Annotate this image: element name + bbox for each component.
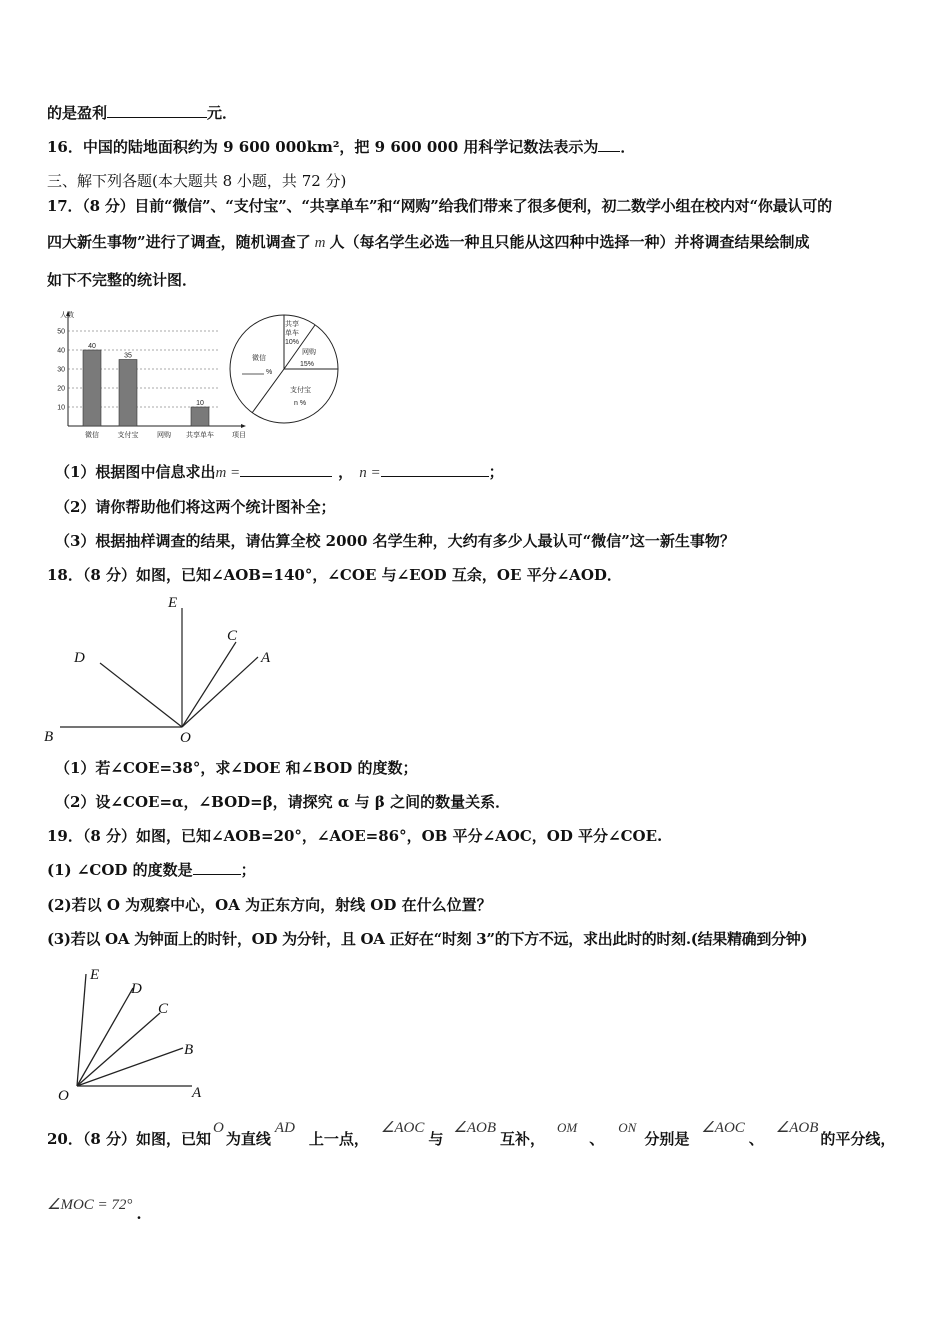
y-tick-label: 40 <box>57 347 65 355</box>
x-tick-label: 网购 <box>157 432 171 439</box>
x-tick-label: 支付宝 <box>117 432 139 439</box>
var-n-eq: n = <box>359 465 381 481</box>
q20-line1 <box>47 1122 895 1156</box>
answer-blank <box>193 860 241 875</box>
q20-text-i: 的平分线， <box>820 1130 896 1148</box>
grid-lines <box>57 329 218 412</box>
q20-text-e: 互补， <box>500 1130 546 1148</box>
label-O: O <box>180 730 191 746</box>
y-tick-label: 10 <box>57 404 65 412</box>
q17-p1-sep: ， <box>338 463 354 481</box>
q20-text-d: 与 <box>428 1130 444 1148</box>
q17-p1-end: ； <box>488 463 504 481</box>
bar <box>191 407 209 426</box>
q18-part2: （2）设∠COE=α，∠BOD=β，请探究 α 与 β 之间的数量关系． <box>55 793 511 811</box>
var-m-eq: m = <box>215 465 241 481</box>
q19-part3: (3)若以 OA 为钟面上的时针，OD 为分针，且 OA 正好在“时刻 3”的下方不远，求出此时的时刻.(结果精确到分钟) <box>47 930 808 948</box>
q17-part3: （3）根据抽样调查的结果，请估算全校 2000 名学生种，大约有多少人最认可“微信”这一新生事物？ <box>55 532 735 550</box>
label-B: B <box>44 729 54 745</box>
pie-pct-share: 10% <box>285 339 300 346</box>
pie-label-share-2: 单车 <box>285 330 299 337</box>
q19-p1-text: (1) ∠COD 的度数是 <box>47 861 193 879</box>
ray-OE <box>77 974 86 1086</box>
q17-part2: （2）请你帮助他们将这两个统计图补全； <box>55 498 336 516</box>
label-C: C <box>158 1001 169 1017</box>
q17-line2-b: 人（每名学生必选一种且只能从这四种中选择一种）并将调查结果绘制成 <box>329 233 810 251</box>
q19-part2: (2)若以 O 为观察中心，OA 为正东方向，射线 OD 在什么位置？ <box>47 896 492 914</box>
answer-blank <box>598 137 620 152</box>
label-E: E <box>168 595 178 611</box>
pie-pct-alipay: n % <box>294 400 307 407</box>
q17-line2-a: 四大新生事物”进行了调查，随机调查了 <box>47 233 311 251</box>
pie-label-wechat: 微信 <box>252 355 266 362</box>
ray-OD <box>77 988 133 1086</box>
pie-label-alipay: 支付宝 <box>290 387 311 394</box>
var-AD: AD <box>274 1120 295 1136</box>
x-axis-label: 项目 <box>232 432 246 439</box>
answer-blank-n <box>381 462 489 477</box>
q15-text: 的是盈利 <box>47 104 108 122</box>
q20-line2 <box>47 1194 142 1223</box>
label-A: A <box>261 650 271 666</box>
bars <box>83 343 214 439</box>
label-O: O <box>58 1088 69 1104</box>
var-angle-AOB-2: ∠AOB <box>775 1120 819 1136</box>
q17-part1 <box>55 462 504 483</box>
y-axis-label: 人数 <box>60 312 74 319</box>
q20-text-a: 20．（8 分）如图，已知 <box>47 1130 212 1148</box>
q20-text-h: 、 <box>748 1130 764 1148</box>
q20-text-b: 为直线 <box>225 1130 271 1148</box>
x-tick-label: 微信 <box>85 432 99 439</box>
x-tick-label: 共享单车 <box>186 432 214 439</box>
y-tick-label: 20 <box>57 385 65 393</box>
question-16 <box>47 137 635 157</box>
q19-stem: 19．（8 分）如图，已知∠AOB=20°，∠AOE=86°，OB 平分∠AOC，OD 平分∠COE. <box>47 827 663 845</box>
label-B: B <box>184 1042 194 1058</box>
pie-chart <box>226 312 346 427</box>
q16-suffix: ． <box>620 138 636 156</box>
q20-text-c: 上一点， <box>308 1130 369 1148</box>
section-heading: 三、解下列各题(本大题共 8 小题，共 72 分) <box>47 172 347 190</box>
var-angle-AOB: ∠AOB <box>453 1120 496 1136</box>
q15-tail <box>47 103 237 123</box>
q19-part1 <box>47 860 256 880</box>
answer-blank-m <box>240 462 332 477</box>
var-O: O <box>213 1120 224 1136</box>
ray-OC <box>77 1013 160 1086</box>
answer-blank <box>107 103 207 118</box>
bar-value-label: 10 <box>196 400 204 407</box>
pie-label-online: 网购 <box>302 349 316 356</box>
y-tick-label: 50 <box>57 328 65 336</box>
bar <box>83 350 101 426</box>
pie-label-share: 共享 <box>285 321 299 328</box>
var-m: m <box>314 235 326 251</box>
q18-figure <box>40 590 300 750</box>
label-D: D <box>131 981 142 997</box>
q18-part1: （1）若∠COE=38°，求∠DOE 和∠BOD 的度数； <box>55 759 418 777</box>
var-OM: OM <box>557 1120 578 1135</box>
pie-pct-online: 15% <box>300 361 315 368</box>
y-tick-label: 30 <box>57 366 65 374</box>
bar-value-label: 40 <box>88 343 96 350</box>
q17-line2 <box>47 232 810 253</box>
bar <box>119 360 137 427</box>
var-angle-AOC-2: ∠AOC <box>701 1120 745 1136</box>
q18-stem: 18．（8 分）如图，已知∠AOB=140°，∠COE 与∠EOD 互余，OE 平分∠AOD． <box>47 566 622 584</box>
q17-p1-text: （1）根据图中信息求出 <box>55 463 216 481</box>
q20-text-g: 分别是 <box>644 1130 690 1148</box>
bar-value-label: 35 <box>124 352 132 360</box>
q17-line1: 17．（8 分）目前“微信”、“支付宝”、“共享单车”和“网购”给我们带来了很多便利，初二数学小组在校内对“你最认可的 <box>47 197 832 215</box>
ray-OB <box>77 1048 183 1086</box>
var-ON: ON <box>618 1120 637 1135</box>
q19-figure <box>50 962 230 1104</box>
q16-text: 16．中国的陆地面积约为 9 600 000km²，把 9 600 000 用科学记数法表示为 <box>47 138 599 156</box>
label-E: E <box>90 967 100 983</box>
pie-pct-wechat: % <box>266 369 273 376</box>
var-angle-AOC: ∠AOC <box>380 1120 425 1136</box>
q20-end: . <box>136 1205 142 1223</box>
ray-OD <box>100 663 182 727</box>
label-C: C <box>227 628 238 644</box>
q17-line3: 如下不完整的统计图． <box>47 271 198 289</box>
label-D: D <box>74 650 85 666</box>
q20-text-f: 、 <box>589 1130 605 1148</box>
label-A: A <box>192 1085 202 1101</box>
angle-MOC-value: ∠MOC = 72° <box>47 1197 133 1213</box>
q15-suffix: 元． <box>207 104 238 122</box>
q19-p1-end: ； <box>240 861 256 879</box>
